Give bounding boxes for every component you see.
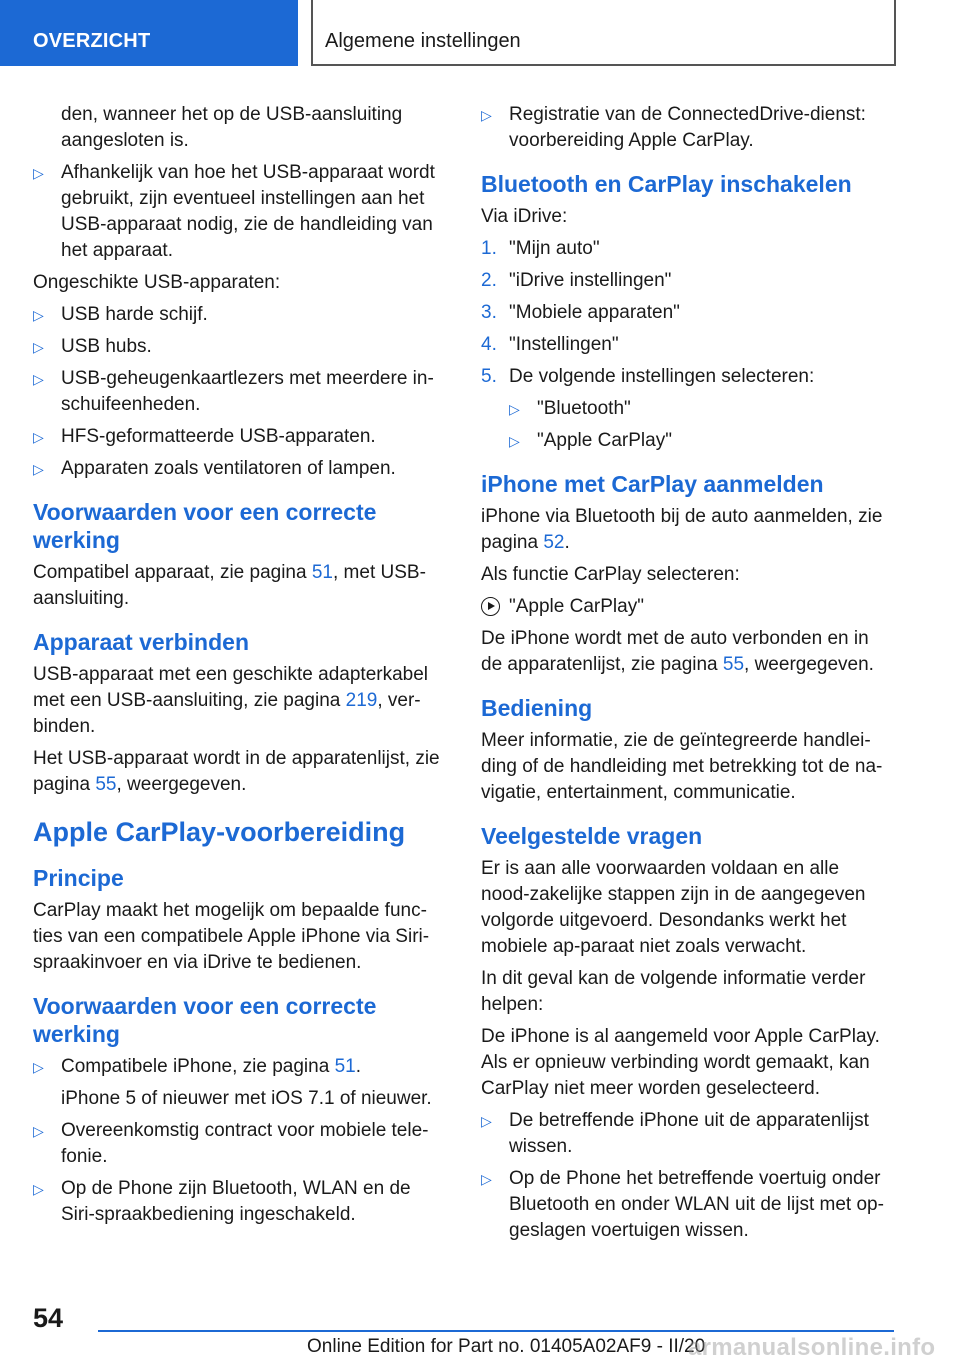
triangle-bullet-icon: ▷ [33,1181,44,1197]
paragraph: Compatibel apparaat, zie pagina 51, met USB-aansluiting. [33,562,426,609]
step-item: 1. "Mijn auto" [481,238,600,259]
list-item: ▷ De betreffende iPhone uit de apparatenlijst wissen. [481,1110,869,1157]
page-number: 54 [33,1303,64,1333]
page-link[interactable]: 55 [722,654,745,675]
main-heading: Apple CarPlay-voorbereiding [33,817,406,847]
page-link[interactable]: 52 [543,532,565,553]
paragraph: Via iDrive: [481,206,568,227]
section-heading: Voorwaarden voor een correcte werking [33,499,377,553]
page-link[interactable]: 55 [95,774,117,795]
triangle-bullet-icon: ▷ [33,307,44,323]
section-heading: iPhone met CarPlay aanmelden [481,471,824,497]
sub-step-item: ▷ "Apple CarPlay" [509,428,891,454]
section-heading: Principe [33,865,124,891]
left-column [33,102,443,1234]
triangle-bullet-icon: ▷ [509,401,520,417]
paragraph: Als functie CarPlay selecteren: [481,564,740,585]
edition-footer: Online Edition for Part no. 01405A02AF9 - II/20 [307,1336,706,1357]
list-item: ▷ USB hubs. [33,334,443,360]
paragraph: Meer informatie, zie de geïntegreerde handlei-ding of de handleiding met betrekking tot de na-vigatie, entertainment, communicatie. [481,730,883,803]
paragraph: Ongeschikte USB-apparaten: [33,272,281,293]
step-item: 4. "Instellingen" [481,334,619,355]
page-link[interactable]: 51 [334,1056,356,1077]
paragraph: CarPlay maakt het mogelijk om bepaalde func-ties van een compatibele Apple iPhone via Siri-spraakinvoer en via iDrive te bedienen. [33,900,430,973]
list-item: ▷ Afhankelijk van hoe het USB-apparaat wordt gebruikt, zijn eventueel instellingen aan het USB-apparaat nodig, zie de handleiding van het apparaat. [33,162,435,261]
paragraph: De iPhone is al aangemeld voor Apple CarPlay. Als er opnieuw verbinding wordt gemaakt, kan CarPlay niet meer worden geselecteerd. [481,1026,880,1099]
triangle-bullet-icon: ▷ [33,1123,44,1139]
section-heading: Veelgestelde vragen [481,823,703,849]
section-heading: Apparaat verbinden [33,629,249,655]
section-heading: Bediening [481,695,593,721]
paragraph: In dit geval kan de volgende informatie verder helpen: [481,968,866,1015]
page-header [0,0,960,66]
section-heading: Bluetooth en CarPlay inschakelen [481,171,852,197]
list-item-note: iPhone 5 of nieuwer met iOS 7.1 of nieuwer. [61,1088,432,1109]
continued-text: den, wanneer het op de USB-aansluiting aangesloten is. [61,104,403,151]
section-heading: Voorwaarden voor een correcte werking [33,993,377,1047]
chapter-title: Algemene instellingen [325,30,521,52]
triangle-bullet-icon: ▷ [33,1059,44,1075]
sub-step-item: ▷ "Bluetooth" [509,396,891,422]
triangle-bullet-icon: ▷ [481,1113,492,1129]
list-item: ▷ USB-geheugenkaartlezers met meerdere in-schuifeenheden. [33,368,434,415]
page-link[interactable]: 51 [311,562,333,583]
paragraph: De iPhone wordt met de auto verbonden en in de apparatenlijst, zie pagina 55, weergegeven. [481,628,874,675]
step-item: 3. "Mobiele apparaten" [481,302,680,323]
paragraph: iPhone via Bluetooth bij de auto aanmelden, zie pagina 52. [481,506,883,553]
triangle-bullet-icon: ▷ [481,1171,492,1187]
function-item: "Apple CarPlay" [481,594,891,620]
triangle-bullet-icon: ▷ [33,371,44,387]
step-item: 5. De volgende instellingen selecteren: [481,366,815,387]
triangle-bullet-icon: ▷ [33,461,44,477]
watermark: armanualsonline.info [688,1334,936,1361]
footer-divider [98,1330,894,1332]
triangle-bullet-icon: ▷ [33,165,44,181]
paragraph: USB-apparaat met een geschikte adapterkabel met een USB-aansluiting, zie pagina 219, ver-binden. [33,664,429,737]
list-item: ▷ USB harde schijf. [33,302,443,328]
list-item: ▷ Registratie van de ConnectedDrive-dienst: voorbereiding Apple CarPlay. [481,104,866,151]
list-item: ▷ Compatibele iPhone, zie pagina 51. [33,1054,443,1080]
triangle-bullet-icon: ▷ [481,107,492,123]
list-item: ▷ Apparaten zoals ventilatoren of lampen. [33,456,443,482]
list-item: ▷ Op de Phone zijn Bluetooth, WLAN en de Siri-spraakbediening ingeschakeld. [33,1178,411,1225]
step-item: 2. "iDrive instellingen" [481,270,672,291]
list-item: ▷ Overeenkomstig contract voor mobiele tele-fonie. [33,1120,429,1167]
page-link[interactable]: 219 [345,690,378,711]
play-circle-icon [481,597,500,616]
paragraph: Er is aan alle voorwaarden voldaan en alle nood-zakelijke stappen zijn in de aangegeven volgorde uitgevoerd. Desondanks werkt het mobiele ap-paraat niet zoals verwacht. [481,858,866,957]
list-item: ▷ Op de Phone het betreffende voertuig onder Bluetooth en onder WLAN uit de lijst met op-geslagen voertuigen wissen. [481,1168,884,1241]
triangle-bullet-icon: ▷ [33,339,44,355]
triangle-bullet-icon: ▷ [33,429,44,445]
section-tab[interactable]: OVERZICHT [0,0,298,66]
right-column [481,102,891,1250]
triangle-bullet-icon: ▷ [509,433,520,449]
paragraph: Het USB-apparaat wordt in de apparatenlijst, zie pagina 55, weergegeven. [33,748,440,795]
list-item: ▷ HFS-geformatteerde USB-apparaten. [33,424,443,450]
